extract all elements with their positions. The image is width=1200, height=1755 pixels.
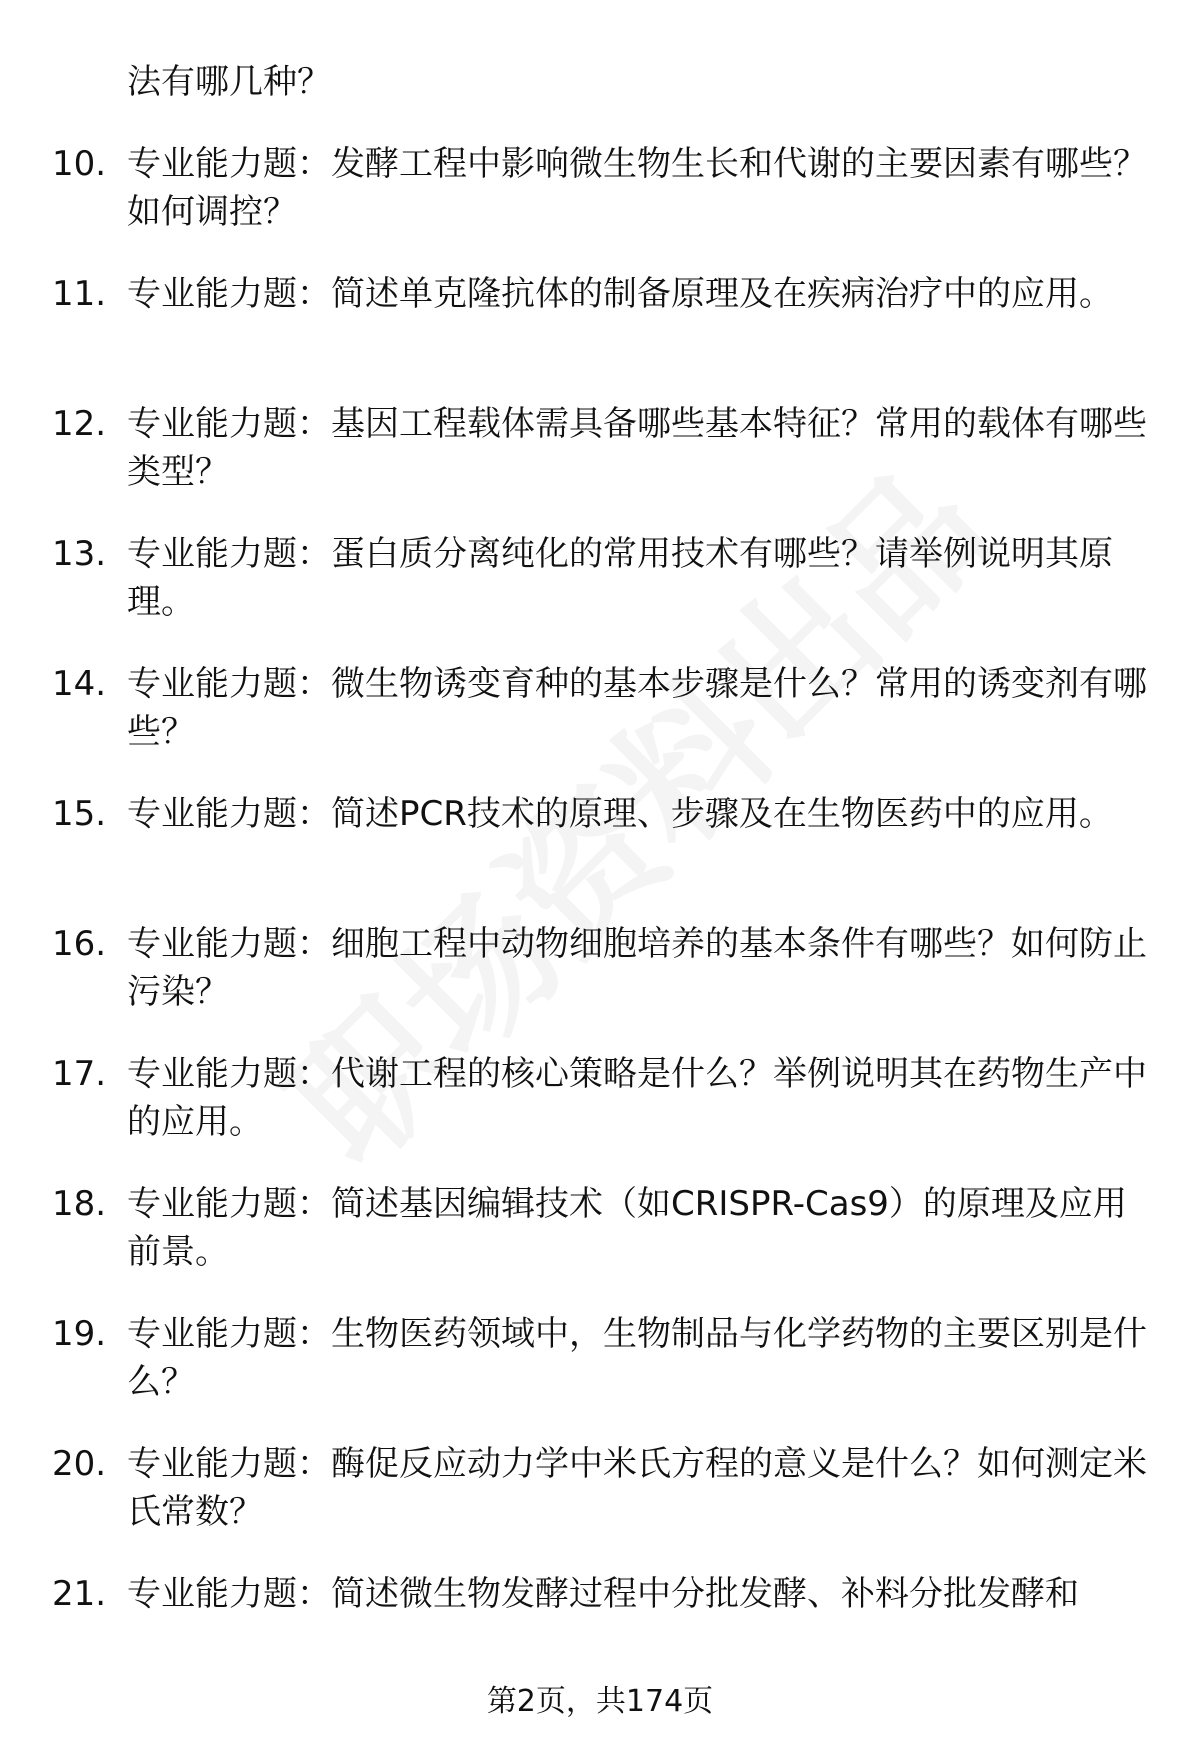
item-number: 11.	[52, 274, 107, 314]
list-item	[0, 1310, 1200, 1440]
page-number: 第2页，共174页	[486, 1684, 714, 1719]
list-item	[0, 790, 1200, 920]
item-number: 12.	[52, 404, 107, 444]
item-text: 专业能力题：简述PCR技术的原理、步骤及在生物医药中的应用。	[127, 794, 1113, 834]
list-item	[0, 1050, 1200, 1180]
list-item	[0, 1570, 1200, 1700]
item-number: 21.	[52, 1574, 107, 1614]
list-item	[0, 660, 1200, 790]
item-number: 15.	[52, 794, 107, 834]
item-text: 专业能力题：发酵工程中影响微生物生长和代谢的主要因素有哪些？如何调控？	[127, 144, 1147, 232]
item-text: 专业能力题：简述微生物发酵过程中分批发酵、补料分批发酵和	[127, 1574, 1079, 1614]
list-item	[0, 1440, 1200, 1570]
item-text: 专业能力题：基因工程载体需具备哪些基本特征？常用的载体有哪些类型？	[127, 404, 1147, 492]
item-text: 专业能力题：生物医药领域中，生物制品与化学药物的主要区别是什么？	[127, 1314, 1147, 1402]
item-number: 19.	[52, 1314, 107, 1354]
list-item	[0, 1180, 1200, 1310]
item-number: 10.	[52, 144, 107, 184]
item-number: 13.	[52, 534, 107, 574]
list-item	[0, 140, 1200, 270]
list-item	[0, 270, 1200, 400]
item-text: 专业能力题：代谢工程的核心策略是什么？举例说明其在药物生产中的应用。	[127, 1054, 1147, 1142]
list-item	[0, 530, 1200, 660]
continued-question-text: 法有哪几种？	[127, 62, 331, 102]
item-number: 17.	[52, 1054, 107, 1094]
item-text: 专业能力题：简述单克隆抗体的制备原理及在疾病治疗中的应用。	[127, 274, 1113, 314]
item-number: 16.	[52, 924, 107, 964]
question-list	[0, 140, 1200, 1700]
list-item	[0, 400, 1200, 530]
item-text: 专业能力题：蛋白质分离纯化的常用技术有哪些？请举例说明其原理。	[127, 534, 1113, 622]
item-number: 18.	[52, 1184, 107, 1224]
item-text: 专业能力题：简述基因编辑技术（如CRISPR-Cas9）的原理及应用前景。	[127, 1184, 1127, 1272]
item-text: 专业能力题：微生物诱变育种的基本步骤是什么？常用的诱变剂有哪些？	[127, 664, 1147, 752]
item-text: 专业能力题：细胞工程中动物细胞培养的基本条件有哪些？如何防止污染？	[127, 924, 1147, 1012]
item-number: 14.	[52, 664, 107, 704]
item-number: 20.	[52, 1444, 107, 1484]
list-item	[0, 920, 1200, 1050]
item-text: 专业能力题：酶促反应动力学中米氏方程的意义是什么？如何测定米氏常数？	[127, 1444, 1147, 1532]
